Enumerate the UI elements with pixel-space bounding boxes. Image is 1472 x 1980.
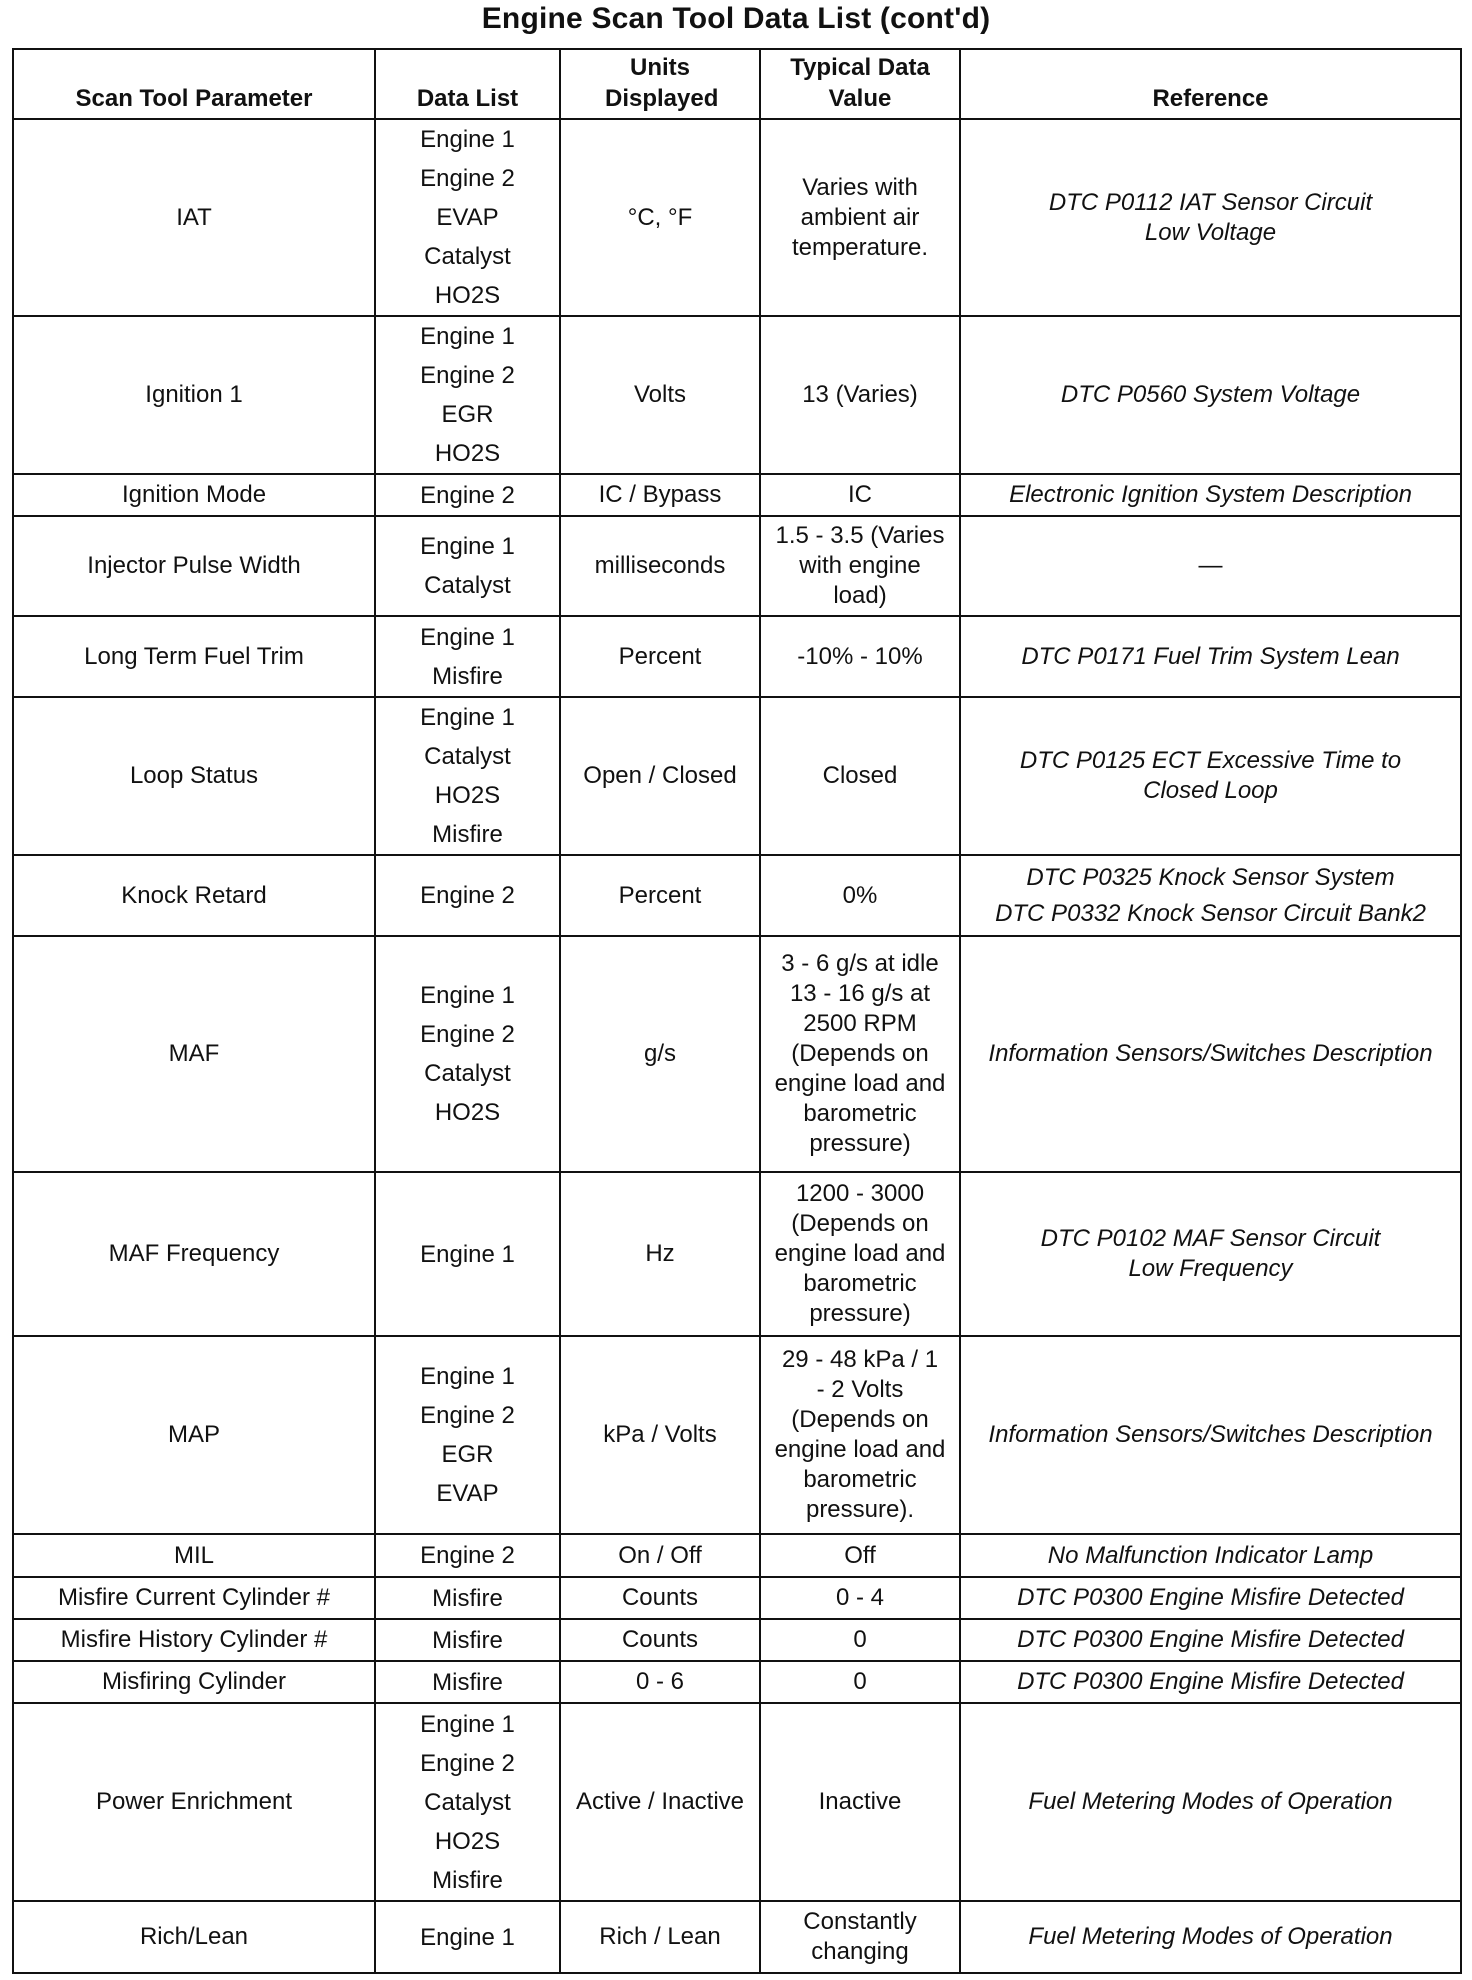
typical-value-cell <box>760 119 960 316</box>
data-list-entry: EGR <box>441 401 494 428</box>
data-list-cell <box>375 1172 560 1336</box>
data-list-entry: Engine 1 <box>420 623 515 651</box>
typical-value-line: barometric <box>803 1270 917 1297</box>
units-cell: On / Off <box>560 1534 760 1577</box>
typical-value-line: engine load and <box>774 1240 946 1267</box>
data-list-entry: HO2S <box>434 440 501 467</box>
parameter-cell: Ignition 1 <box>13 316 375 474</box>
data-list-cell <box>375 936 560 1172</box>
data-list-entry: Catalyst <box>424 572 511 599</box>
data-list-entry: Engine 2 <box>420 362 515 389</box>
reference-cell <box>960 1901 1461 1973</box>
data-list-entry: Engine 1 <box>420 982 515 1009</box>
data-list-entry: Catalyst <box>424 243 511 270</box>
data-list-cell <box>375 1703 560 1901</box>
data-list-entry: Engine 1 <box>420 704 515 731</box>
header-data-list: Data List <box>375 49 560 119</box>
parameter-cell: Misfire Current Cylinder # <box>13 1577 375 1619</box>
units-cell: Percent <box>560 616 760 697</box>
data-list-cell <box>375 1336 560 1534</box>
data-list-entry: Engine 2 <box>420 1749 515 1777</box>
parameter-cell: IAT <box>13 119 375 316</box>
reference-line: DTC P0332 Knock Sensor Circuit Bank2 <box>995 899 1426 927</box>
typical-value-line: (Depends on <box>791 1406 929 1433</box>
parameter-cell: Power Enrichment <box>13 1703 375 1901</box>
reference-line: Low Voltage <box>1144 218 1277 246</box>
data-list-entry: Engine 1 <box>420 533 515 560</box>
reference-cell <box>960 474 1461 516</box>
data-list-cell <box>375 316 560 474</box>
data-list-entry: EVAP <box>436 1480 499 1507</box>
typical-value-cell <box>760 1172 960 1336</box>
reference-line: DTC P0112 IAT Sensor Circuit <box>1048 188 1373 216</box>
typical-value-cell <box>760 316 960 474</box>
reference-line: Information Sensors/Switches Description <box>988 1040 1433 1067</box>
reference-cell <box>960 697 1461 855</box>
units-cell: Counts <box>560 1577 760 1619</box>
reference-line: Fuel Metering Modes of Operation <box>1028 1923 1393 1950</box>
header-units-displayed <box>560 49 760 119</box>
typical-value-line: 0 - 4 <box>835 1584 885 1611</box>
typical-value-line: with engine <box>799 552 921 579</box>
reference-cell <box>960 1661 1461 1703</box>
typical-value-line: Varies with <box>802 173 918 201</box>
header-reference: Reference <box>960 49 1461 119</box>
reference-line: DTC P0125 ECT Excessive Time to <box>1019 747 1402 774</box>
typical-value-cell <box>760 697 960 855</box>
data-list-entry: Misfire <box>432 1668 503 1696</box>
reference-cell <box>960 1703 1461 1901</box>
units-cell: milliseconds <box>560 516 760 616</box>
units-cell: kPa / Volts <box>560 1336 760 1534</box>
table-row <box>13 1901 1461 1973</box>
data-list-cell <box>375 1619 560 1661</box>
reference-cell <box>960 1336 1461 1534</box>
parameter-cell: MIL <box>13 1534 375 1577</box>
data-list-entry: Engine 1 <box>420 323 515 350</box>
typical-value-cell <box>760 616 960 697</box>
data-list-entry: Engine 2 <box>420 882 515 909</box>
data-list-entry: Misfire <box>432 1866 503 1894</box>
table-row <box>13 855 1461 936</box>
parameter-cell: Misfire History Cylinder # <box>13 1619 375 1661</box>
reference-cell <box>960 855 1461 936</box>
data-list-cell <box>375 1901 560 1973</box>
typical-value-line: 1.5 - 3.5 (Varies <box>775 522 945 549</box>
reference-line: DTC P0560 System Voltage <box>1060 381 1361 408</box>
reference-line: Information Sensors/Switches Description <box>988 1421 1433 1448</box>
units-cell: Volts <box>560 316 760 474</box>
data-list-cell <box>375 697 560 855</box>
units-cell: °C, °F <box>560 119 760 316</box>
typical-value-line: Constantly <box>803 1908 917 1935</box>
parameter-cell: Loop Status <box>13 697 375 855</box>
data-list-entry: Engine 1 <box>420 126 515 153</box>
reference-line: Electronic Ignition System Description <box>1009 481 1412 508</box>
typical-value-line: 29 - 48 kPa / 1 <box>781 1346 939 1373</box>
parameter-cell: Knock Retard <box>13 855 375 936</box>
typical-value-cell <box>760 855 960 936</box>
data-list-cell <box>375 616 560 697</box>
typical-value-line: Closed <box>822 762 898 789</box>
parameter-cell: Misfiring Cylinder <box>13 1661 375 1703</box>
reference-line: Fuel Metering Modes of Operation <box>1028 1788 1393 1815</box>
units-cell: g/s <box>560 936 760 1172</box>
reference-cell <box>960 516 1461 616</box>
data-list-cell <box>375 1534 560 1577</box>
parameter-cell: MAP <box>13 1336 375 1534</box>
typical-value-line: changing <box>811 1938 909 1965</box>
data-list-cell <box>375 516 560 616</box>
table-row <box>13 474 1461 516</box>
typical-value-line: pressure) <box>809 1300 911 1327</box>
typical-value-line: 2500 RPM <box>803 1010 917 1037</box>
reference-line: DTC P0300 Engine Misfire Detected <box>1017 1584 1404 1611</box>
table-row <box>13 616 1461 697</box>
data-list-entry: Engine 1 <box>420 1240 515 1268</box>
data-list-table-wrapper <box>12 48 1460 1974</box>
typical-value-cell <box>760 1577 960 1619</box>
table-row <box>13 516 1461 616</box>
units-cell: Active / Inactive <box>560 1703 760 1901</box>
table-row <box>13 316 1461 474</box>
reference-line: No Malfunction Indicator Lamp <box>1047 1541 1374 1569</box>
reference-line: DTC P0300 Engine Misfire Detected <box>1017 1668 1404 1695</box>
table-row <box>13 1172 1461 1336</box>
table-row <box>13 936 1461 1172</box>
table-row <box>13 1703 1461 1901</box>
parameter-cell: Rich/Lean <box>13 1901 375 1973</box>
typical-value-line: load) <box>833 582 887 609</box>
data-list-entry: Engine 1 <box>420 1923 515 1951</box>
typical-value-line: 1200 - 3000 <box>795 1180 925 1207</box>
data-list-entry: Engine 2 <box>420 165 515 192</box>
typical-value-line: barometric <box>803 1466 917 1493</box>
data-list-entry: Misfire <box>432 1584 503 1612</box>
reference-line: DTC P0102 MAF Sensor Circuit <box>1040 1225 1381 1252</box>
typical-value-line: 3 - 6 g/s at idle <box>781 950 939 977</box>
data-list-cell <box>375 855 560 936</box>
parameter-cell: MAF <box>13 936 375 1172</box>
data-list-entry: Misfire <box>432 662 503 690</box>
reference-line: — <box>1198 552 1223 579</box>
typical-value-cell <box>760 1534 960 1577</box>
typical-value-line: temperature. <box>791 233 929 261</box>
typical-value-line: engine load and <box>774 1436 946 1463</box>
header-typical-text: Typical Data Value <box>790 54 930 112</box>
reference-line: DTC P0300 Engine Misfire Detected <box>1017 1626 1404 1653</box>
header-scan-tool-parameter: Scan Tool Parameter <box>13 49 375 119</box>
typical-value-line: 0 <box>853 1668 867 1695</box>
data-list-entry: Engine 2 <box>420 1402 515 1429</box>
reference-cell <box>960 616 1461 697</box>
units-cell: Hz <box>560 1172 760 1336</box>
data-list-cell <box>375 1577 560 1619</box>
typical-value-line: pressure). <box>805 1496 915 1523</box>
typical-value-line: pressure) <box>809 1130 911 1157</box>
typical-value-line: 13 (Varies) <box>802 381 918 408</box>
data-list-entry: Catalyst <box>424 743 511 770</box>
data-list-entry: HO2S <box>434 1099 501 1126</box>
data-list-entry: EVAP <box>436 204 499 231</box>
table-row <box>13 1619 1461 1661</box>
data-list-entry: HO2S <box>434 782 501 809</box>
data-list-entry: Engine 1 <box>420 1363 515 1390</box>
table-row <box>13 1661 1461 1703</box>
data-list-cell <box>375 474 560 516</box>
data-list-entry: Engine 2 <box>420 1542 515 1569</box>
typical-value-cell <box>760 1619 960 1661</box>
data-list-entry: Catalyst <box>424 1060 511 1087</box>
reference-cell <box>960 1577 1461 1619</box>
reference-line: DTC P0325 Knock Sensor System <box>1026 863 1395 891</box>
reference-cell <box>960 1534 1461 1577</box>
reference-line: Low Frequency <box>1128 1255 1293 1282</box>
typical-value-cell <box>760 1661 960 1703</box>
parameter-cell: MAF Frequency <box>13 1172 375 1336</box>
data-list-entry: HO2S <box>434 1827 501 1855</box>
typical-value-line: 0% <box>842 881 878 909</box>
units-cell: Percent <box>560 855 760 936</box>
units-cell: Rich / Lean <box>560 1901 760 1973</box>
typical-value-cell <box>760 936 960 1172</box>
parameter-cell: Ignition Mode <box>13 474 375 516</box>
table-row <box>13 119 1461 316</box>
header-row <box>13 49 1461 119</box>
reference-cell <box>960 119 1461 316</box>
typical-value-cell <box>760 1336 960 1534</box>
reference-cell <box>960 1619 1461 1661</box>
units-cell: Open / Closed <box>560 697 760 855</box>
typical-value-line: IC <box>848 481 872 508</box>
typical-value-cell <box>760 516 960 616</box>
typical-value-line: ambient air <box>800 203 920 231</box>
units-cell: Counts <box>560 1619 760 1661</box>
data-list-cell <box>375 119 560 316</box>
typical-value-line: (Depends on <box>791 1040 929 1067</box>
header-typical-data-value <box>760 49 960 119</box>
data-list-entry: Misfire <box>432 821 503 848</box>
table-row <box>13 697 1461 855</box>
header-units-text: Units Displayed <box>605 54 719 112</box>
table-row <box>13 1577 1461 1619</box>
typical-value-cell <box>760 474 960 516</box>
reference-line: Closed Loop <box>1143 777 1278 804</box>
reference-line: DTC P0171 Fuel Trim System Lean <box>1021 642 1400 670</box>
units-cell: IC / Bypass <box>560 474 760 516</box>
reference-cell <box>960 1172 1461 1336</box>
typical-value-line: (Depends on <box>791 1210 929 1237</box>
parameter-cell: Injector Pulse Width <box>13 516 375 616</box>
data-list-entry: HO2S <box>434 282 501 309</box>
data-list-entry: Engine 2 <box>420 481 515 509</box>
data-list-cell <box>375 1661 560 1703</box>
units-cell: 0 - 6 <box>560 1661 760 1703</box>
parameter-cell: Long Term Fuel Trim <box>13 616 375 697</box>
typical-value-cell <box>760 1703 960 1901</box>
typical-value-line: barometric <box>803 1100 917 1127</box>
typical-value-cell <box>760 1901 960 1973</box>
data-list-entry: Catalyst <box>424 1788 511 1816</box>
typical-value-line: -10% - 10% <box>797 642 923 670</box>
data-list-entry: Misfire <box>432 1626 503 1654</box>
data-list-entry: Engine 2 <box>420 1021 515 1048</box>
typical-value-line: Off <box>844 1541 876 1569</box>
data-list-entry: Engine 1 <box>420 1710 515 1738</box>
table-row <box>13 1336 1461 1534</box>
typical-value-line: Inactive <box>818 1788 902 1815</box>
reference-cell <box>960 936 1461 1172</box>
table-row <box>13 1534 1461 1577</box>
reference-cell <box>960 316 1461 474</box>
data-list-entry: EGR <box>441 1441 494 1468</box>
typical-value-line: engine load and <box>774 1070 946 1097</box>
scan-tool-data-table <box>12 48 1462 1974</box>
typical-value-line: 13 - 16 g/s at <box>789 980 931 1007</box>
typical-value-line: 0 <box>853 1626 867 1653</box>
page-title: Engine Scan Tool Data List (cont'd) <box>481 2 991 35</box>
typical-value-line: - 2 Volts <box>816 1376 904 1403</box>
